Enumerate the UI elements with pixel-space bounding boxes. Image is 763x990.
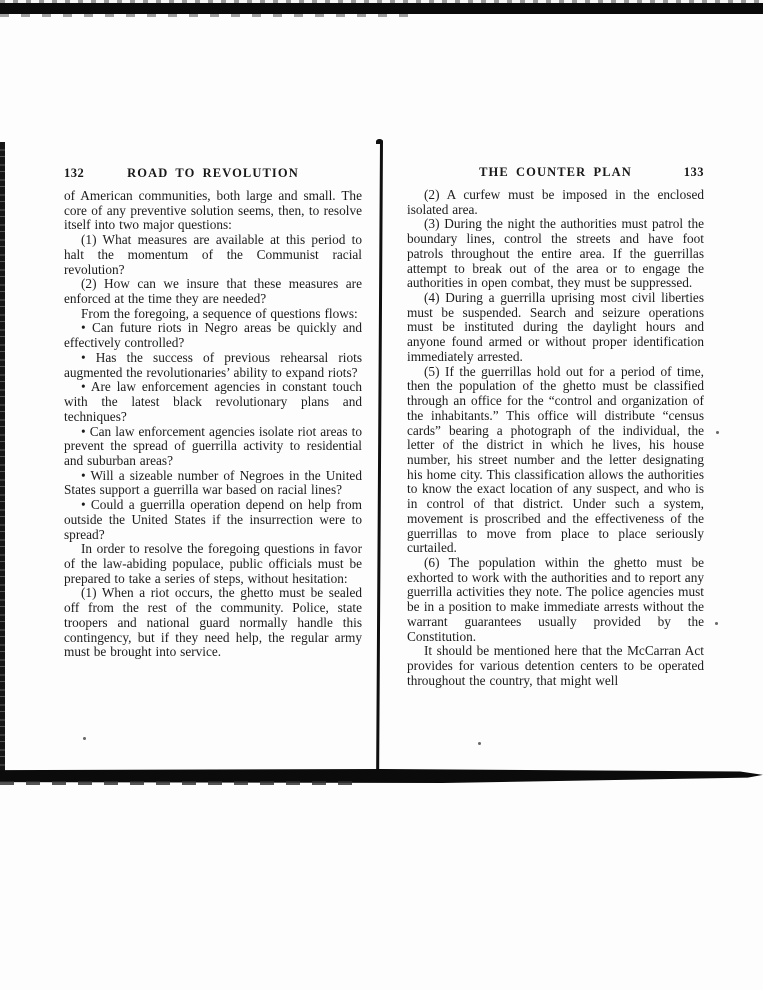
- left-page-number: 132: [64, 166, 85, 180]
- bullet-item: • Has the success of previous rehearsal riots augmented the revolutionaries’ ability to expand riots?: [64, 349, 362, 380]
- paragraph: (1) What measures are available at this period to halt the momentum of the Communist racial revolution?: [64, 232, 362, 277]
- paragraph: (3) During the night the authorities must patrol the boundary lines, control the streets and have foot patrols throughout the entire area. If the guerrillas attempt to break out of the area or to engage the authorities in open combat, they must be suppressed.: [407, 216, 704, 291]
- scan-speck: [83, 737, 86, 740]
- paragraph: (4) During a guerrilla uprising most civil liberties must be suspended. Search and seizure operations must be instituted during the daylight hours and anyone found armed or without proper identification immediately arrested.: [407, 290, 704, 364]
- paragraph: (2) How can we insure that these measures are enforced at the time they are needed?: [64, 276, 362, 307]
- right-page-number: 133: [683, 165, 704, 179]
- scan-edge-top-ragged: [0, 14, 420, 17]
- book-spine: [376, 140, 383, 771]
- paragraph: (2) A curfew must be imposed in the enclosed isolated area.: [407, 187, 704, 217]
- paragraph: of American communities, both large and small. The core of any preventive solution seems, then, to resolve itself into two major questions:: [64, 188, 362, 233]
- paragraph: (5) If the guerrillas hold out for a period of time, then the population of the ghetto must be classified through an office for the “control and organization of the inhabitants.” This office will distribute “census cards” bearing a photograph of the individual, the letter of the district in which he lives, his house number, his street number and the letter designating his home city. This classification allows the authorities to know the exact location of any suspect, and who is in control of that district. Under such a system, movement is proscribed and the effectiveness of the guerrillas to move from place to place seriously curtailed.: [407, 363, 704, 556]
- bullet-item: • Will a sizeable number of Negroes in the United States support a guerrilla war based on racial lines?: [64, 467, 362, 498]
- left-running-title: ROAD TO REVOLUTION: [127, 166, 299, 180]
- bullet-item: • Could a guerrilla operation depend on help from outside the United States if the insurrection were to spread?: [64, 497, 362, 542]
- paragraph: (1) When a riot occurs, the ghetto must be sealed off from the rest of the community. Police, state troopers and national guard normally handle this contingency, but if they need help, the regular army must be brought into service.: [64, 585, 362, 660]
- scan-edge-top: [0, 3, 763, 14]
- scan-speck: [715, 622, 718, 625]
- right-page: [407, 165, 704, 688]
- scan-edge-left: [0, 142, 5, 772]
- left-page-text: [64, 189, 362, 660]
- scan-speck: [478, 742, 481, 745]
- bullet-item: • Can future riots in Negro areas be quickly and effectively controlled?: [64, 320, 362, 351]
- left-page-header: [64, 166, 362, 181]
- paragraph: From the foregoing, a sequence of questions flows:: [81, 305, 358, 321]
- scan-edge-bottom-ragged: [0, 781, 360, 785]
- paragraph: In order to resolve the foregoing questions in favor of the law-abiding populace, public officials must be prepared to take a series of steps, without hesitation:: [64, 541, 362, 586]
- right-page-text: [407, 188, 704, 688]
- right-page-header: [407, 165, 704, 180]
- paragraph: It should be mentioned here that the McCarran Act provides for various detention centers to be operated throughout the country, that might well: [407, 643, 704, 688]
- paragraph: (6) The population within the ghetto must be exhorted to work with the authorities and to report any guerrilla activities they note. The police agencies must be in a position to make immediate arrests without the warrant guarantees usually provided by the Constitution.: [407, 554, 704, 644]
- scan-speck: [716, 431, 719, 434]
- bullet-item: • Are law enforcement agencies in constant touch with the latest black revolutionary plans and techniques?: [64, 379, 362, 424]
- bullet-item: • Can law enforcement agencies isolate riot areas to prevent the spread of guerrilla activity to residential and suburban areas?: [64, 423, 362, 468]
- left-page: [64, 166, 362, 660]
- right-running-title: THE COUNTER PLAN: [479, 165, 632, 179]
